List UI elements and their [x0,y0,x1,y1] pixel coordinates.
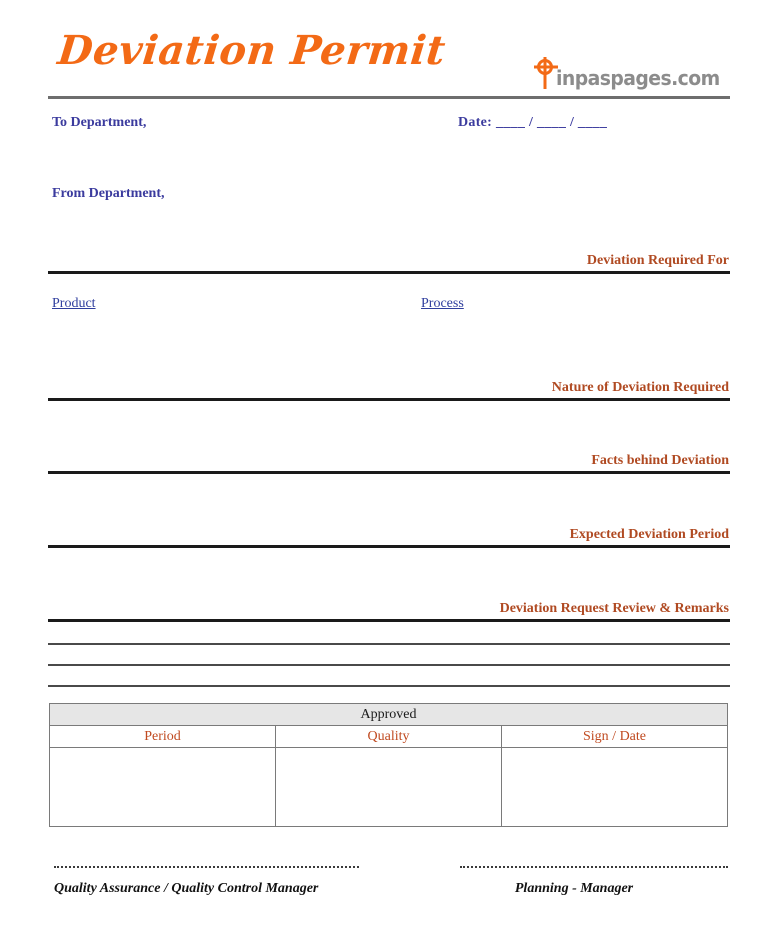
section-label-nature-of-deviation: Nature of Deviation Required [551,380,729,395]
signature-label: Quality Assurance / Quality Control Manager [54,881,319,896]
remarks-writing-line[interactable] [48,643,730,645]
signature-block-planning-manager [460,866,728,897]
remarks-writing-line[interactable] [48,664,730,666]
section-label-deviation-request-review: Deviation Request Review & Remarks [499,601,729,616]
section-rule [48,271,730,274]
table-row [50,726,728,748]
section-deviation-required-for [48,252,730,274]
column-header-period: Period [50,726,276,748]
cell-quality[interactable] [276,748,502,827]
section-label-facts-behind-deviation: Facts behind Deviation [591,453,729,468]
section-rule [48,471,730,474]
section-rule [48,398,730,401]
document-header [48,28,730,94]
section-nature-of-deviation [48,379,730,401]
approved-table-title: Approved [50,704,728,726]
signature-label: Planning - Manager [514,881,634,896]
brand-logo[interactable] [533,52,730,90]
section-label-deviation-required-for: Deviation Required For [586,253,729,268]
header-divider [48,96,730,99]
table-row [50,748,728,827]
section-rule [48,619,730,622]
section-deviation-request-review [48,600,730,622]
brand-name: inpaspages.com [555,66,720,90]
column-header-sign-date: Sign / Date [502,726,728,748]
section-label-expected-deviation-period: Expected Deviation Period [569,527,729,542]
signature-block-qa-qc-manager [54,866,359,897]
remarks-writing-line[interactable] [48,685,730,687]
approved-table [49,703,728,827]
column-header-quality: Quality [276,726,502,748]
product-label[interactable]: Product [52,296,96,311]
section-rule [48,545,730,548]
page-title: Deviation Permit [55,27,448,74]
to-department-label: To Department, [52,115,147,130]
table-row [50,704,728,726]
signature-line[interactable] [460,866,728,868]
process-label[interactable]: Process [421,296,464,311]
cell-period[interactable] [50,748,276,827]
section-facts-behind-deviation [48,452,730,474]
cell-sign-date[interactable] [502,748,728,827]
from-department-label: From Department, [52,186,165,201]
section-expected-deviation-period [48,526,730,548]
signature-line[interactable] [54,866,359,868]
date-field[interactable]: Date: ____ / ____ / ____ [458,115,608,130]
